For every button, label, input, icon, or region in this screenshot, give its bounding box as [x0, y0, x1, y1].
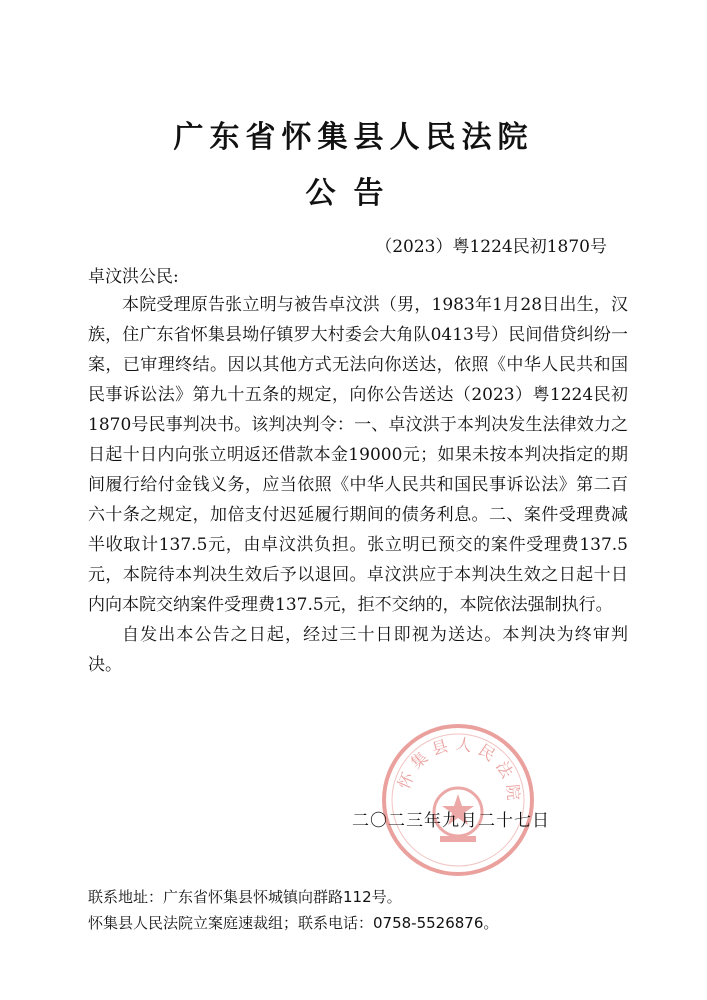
body-paragraph: 本院受理原告张立明与被告卓汶洪（男，1983年1月28日出生，汉族，住广东省怀集县坳仔镇罗大村委会大角队0413号）民间借贷纠纷一案，已审理终结。因以其他方式无法向你送达，依照《中华人民共和国民事诉讼法》第九十五条的规定，向你公告送达（2023）粤1224民初1870号民事判决书。该判决判令：一、卓汶洪于本判决发生法律效力之日起十日内向张立明返还借款本金19000元；如果未按本判决指定的期间履行给付金钱义务，应当依照《中华人民共和国民事诉讼法》第二百六十条之规定，加倍支付迟延履行期间的债务利息。二、案件受理费减半收取计137.5元，由卓汶洪负担。张立明已预交的案件受理费137.5元，本院待本判决生效后予以退回。卓汶洪应于本判决生效之日起十日内向本院交纳案件受理费137.5元，拒不交纳的，本院依法强制执行。: [88, 295, 628, 615]
addressee: 卓汶洪公民:: [88, 267, 179, 287]
court-seal-stamp: [378, 720, 538, 880]
notice-date: 二〇二三年九月二十七日: [352, 811, 550, 831]
notice-heading: 公告: [305, 176, 402, 211]
notice-body: [88, 290, 628, 680]
body-paragraph: 自发出本公告之日起，经过三十日即视为送达。本判决为终审判决。: [88, 625, 628, 675]
contact-phone: 怀集县人民法院立案庭速裁组；联系电话：0758-5526876。: [88, 914, 499, 932]
contact-address: 联系地址：广东省怀集县怀城镇向群路112号。: [88, 888, 402, 906]
case-number: （2023）粤1224民初1870号: [375, 237, 607, 257]
svg-text:怀集县人民法院: 怀集县人民法院: [393, 734, 524, 808]
court-title: 广东省怀集县人民法院: [173, 120, 534, 155]
